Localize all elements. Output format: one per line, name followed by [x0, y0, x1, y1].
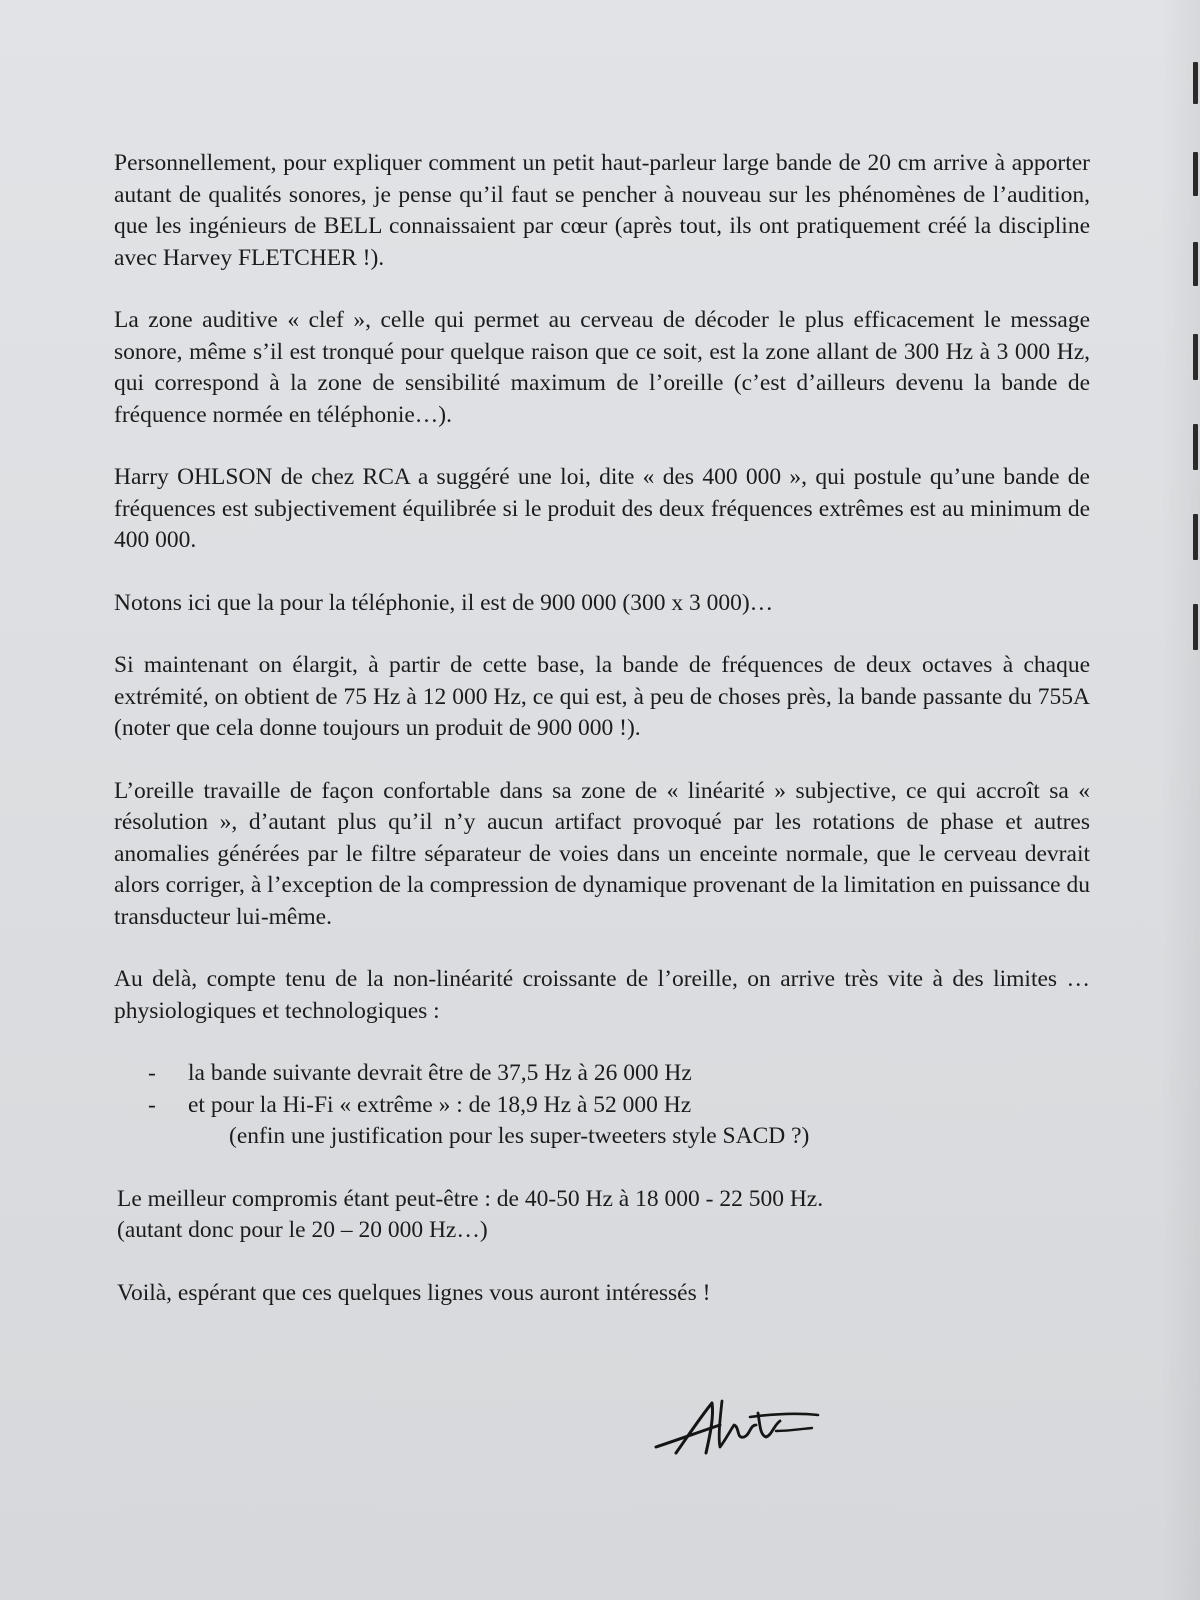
binding-mark [1193, 62, 1198, 104]
closing-line: Voilà, espérant que ces quelques lignes vous auront intéressés ! [117, 1279, 711, 1306]
bullet-dash: - [148, 1091, 156, 1118]
compromise-line: Le meilleur compromis étant peut-être : de 40-50 Hz à 18 000 - 22 500 Hz. [117, 1185, 824, 1212]
bullet-text: et pour la Hi-Fi « extrême » : de 18,9 Hz à 52 000 Hz [188, 1091, 692, 1118]
paragraph-2: La zone auditive « clef », celle qui permet au cerveau de décoder le plus efficacement le message sonore, même s’il est tronqué pour quelque raison que ce soit, est la zone allant de 300 Hz à 3 000 Hz, qui correspond à la zone de sensibilité maximum de l’oreille (c’est d’ailleurs devenu la bande de fréquence normée en téléphonie…). [114, 307, 1090, 428]
list-item [148, 1090, 1090, 1122]
binding-mark [1193, 242, 1198, 286]
signature-stroke [776, 1428, 812, 1431]
paragraph-7: Au delà, compte tenu de la non-linéarité croissante de l’oreille, on arrive très vite à des limites … physiologiques et technologiques : [114, 966, 1090, 1024]
binding-mark [1193, 152, 1198, 196]
paragraph-5: Si maintenant on élargit, à partir de cette base, la bande de fréquences de deux octaves à chaque extrémité, on obtient de 75 Hz à 12 000 Hz, ce qui est, à peu de choses près, la bande passante du 755A (noter que cela donne toujours un produit de 900 000 !). [114, 652, 1090, 741]
document-body [114, 148, 1090, 1340]
list-item [148, 1058, 1090, 1090]
bullet-list [148, 1058, 1090, 1121]
signature-stroke [750, 1414, 818, 1417]
compromise-block [117, 1184, 1090, 1247]
compromise-note: (autant donc pour le 20 – 20 000 Hz…) [117, 1217, 488, 1243]
binding-mark [1193, 334, 1198, 380]
binding-mark [1193, 424, 1198, 470]
bullet-note: (enfin une justification pour les super-tweeters style SACD ?) [229, 1123, 810, 1149]
binding-mark [1193, 604, 1198, 650]
signature-image [650, 1395, 830, 1465]
paragraph-4: Notons ici que la pour la téléphonie, il est de 900 000 (300 x 3 000)… [114, 589, 774, 616]
signature-stroke [719, 1401, 756, 1447]
bullet-text: la bande suivante devrait être de 37,5 Hz à 26 000 Hz [188, 1060, 692, 1086]
page-edge-shadow [1160, 0, 1200, 1600]
paragraph-3: Harry OHLSON de chez RCA a suggéré une loi, dite « des 400 000 », qui postule qu’une bande de fréquences est subjectivement équilibrée si le produit des deux fréquences extrêmes est au minimum de 400 000. [114, 464, 1090, 553]
paragraph-6: L’oreille travaille de façon confortable dans sa zone de « linéarité » subjective, ce qui accroît sa « résolution », d’autant plus qu’il n’y aucun artifact provoqué par les rotations de phase et autres anomalies générées par le filtre séparateur de voies dans un enceinte normale, que le cerveau devrait alors corriger, à l’exception de la compression de dynamique provenant de la limitation en puissance du transducteur lui-même. [114, 777, 1090, 930]
paragraph-1: Personnellement, pour expliquer comment un petit haut-parleur large bande de 20 cm arrive à apporter autant de qualités sonores, je pense qu’il faut se pencher à nouveau sur les phénomènes de l’audition, que les ingénieurs de BELL connaissaient par cœur (après tout, ils ont pratiquement créé la discipline avec Harvey FLETCHER !). [114, 150, 1090, 271]
binding-mark [1193, 514, 1198, 560]
bullet-dash: - [148, 1060, 156, 1086]
